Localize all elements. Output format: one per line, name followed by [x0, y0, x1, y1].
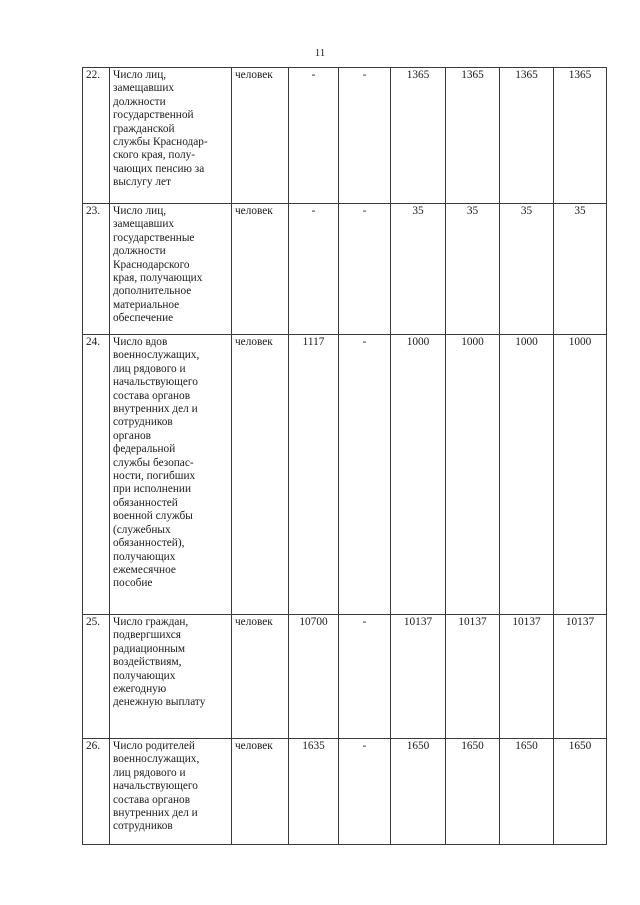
- indicator-name: [110, 739, 232, 845]
- indicator-name-line: гражданской: [113, 122, 175, 135]
- indicator-name-line: начальствующего: [113, 376, 198, 389]
- indicator-name-line: замещавших: [113, 218, 175, 231]
- value-cell: 1000: [446, 335, 500, 615]
- indicator-name-line: лиц рядового и: [113, 362, 186, 375]
- value-cell: 1365: [446, 68, 500, 204]
- value-cell: 35: [500, 204, 554, 335]
- indicator-name-line: внутренних дел и: [113, 807, 198, 820]
- indicator-name-line: должности: [113, 95, 166, 108]
- value-cell: 1650: [391, 739, 446, 845]
- unit-cell: человек: [232, 739, 289, 845]
- value-cell: 1365: [500, 68, 554, 204]
- indicator-name: [110, 335, 232, 615]
- value-cell: 1117: [289, 335, 339, 615]
- unit-cell: человек: [232, 204, 289, 335]
- indicator-name: [110, 68, 232, 204]
- indicator-name-line: Число лиц,: [113, 205, 167, 217]
- indicator-name-line: получающих: [113, 669, 176, 682]
- indicator-name: [110, 204, 232, 335]
- indicator-name-line: денежную выплату: [113, 696, 206, 709]
- value-cell: -: [339, 68, 391, 204]
- indicator-name-line: пособие: [113, 577, 153, 590]
- indicator-name-line: обязанностей: [113, 496, 178, 509]
- indicator-name-line: сотрудников: [113, 416, 173, 429]
- indicator-name-line: выслугу лет: [113, 176, 171, 189]
- indicator-name-line: чающих пенсию за: [113, 162, 205, 175]
- row-number: 24.: [83, 335, 110, 615]
- indicator-name-line: подвергшихся: [113, 629, 181, 642]
- indicator-name-line: должности: [113, 245, 166, 258]
- table-row: [83, 204, 607, 335]
- table-row: [83, 615, 607, 739]
- value-cell: 35: [446, 204, 500, 335]
- indicator-name-line: Число родителей: [113, 740, 195, 752]
- value-cell: 1000: [554, 335, 607, 615]
- indicator-name-line: государственной: [113, 109, 194, 122]
- indicator-name-line: ского края, полу-: [113, 149, 195, 162]
- value-cell: 1000: [500, 335, 554, 615]
- value-cell: -: [339, 204, 391, 335]
- value-cell: 10137: [391, 615, 446, 739]
- indicator-name-line: службы Краснодар-: [113, 136, 208, 149]
- indicator-name-line: Краснодарского: [113, 258, 190, 271]
- value-cell: 35: [554, 204, 607, 335]
- table-row: [83, 739, 607, 845]
- indicator-name-line: военнослужащих,: [113, 753, 200, 766]
- row-number: 22.: [83, 68, 110, 204]
- indicator-name-line: обеспечение: [113, 312, 174, 325]
- indicator-name-line: сотрудников: [113, 820, 173, 833]
- value-cell: 1365: [554, 68, 607, 204]
- row-number: 23.: [83, 204, 110, 335]
- unit-cell: человек: [232, 335, 289, 615]
- value-cell: 35: [391, 204, 446, 335]
- indicator-name-line: ежегодную: [113, 683, 167, 696]
- value-cell: 1650: [500, 739, 554, 845]
- indicator-name-line: Число лиц,: [113, 69, 167, 81]
- indicator-name-line: состава органов: [113, 793, 191, 806]
- indicator-name-line: внутренних дел и: [113, 403, 198, 416]
- indicator-name-line: материальное: [113, 298, 180, 311]
- value-cell: -: [289, 68, 339, 204]
- row-number: 26.: [83, 739, 110, 845]
- indicator-name-line: органов: [113, 429, 151, 442]
- value-cell: 10137: [446, 615, 500, 739]
- indicator-name-line: Число вдов: [113, 336, 168, 348]
- indicator-name-line: замещавших: [113, 82, 175, 95]
- indicator-name-line: военнослужащих,: [113, 349, 200, 362]
- value-cell: -: [339, 615, 391, 739]
- value-cell: -: [339, 335, 391, 615]
- indicator-name-line: ности, погибших: [113, 470, 196, 483]
- value-cell: 1650: [554, 739, 607, 845]
- value-cell: 1000: [391, 335, 446, 615]
- indicator-name-line: воздействиям,: [113, 656, 182, 669]
- unit-cell: человек: [232, 68, 289, 204]
- value-cell: 1635: [289, 739, 339, 845]
- value-cell: -: [339, 739, 391, 845]
- indicator-name-line: Число граждан,: [113, 616, 189, 628]
- table-row: [83, 68, 607, 204]
- page-number: 11: [314, 47, 326, 59]
- indicator-name-line: состава органов: [113, 389, 191, 402]
- indicator-name-line: федеральной: [113, 443, 176, 456]
- indicator-name-line: радиационным: [113, 642, 186, 655]
- indicator-name-line: службы безопас-: [113, 456, 194, 469]
- value-cell: 1650: [446, 739, 500, 845]
- value-cell: 1365: [391, 68, 446, 204]
- value-cell: 10137: [554, 615, 607, 739]
- indicator-name-line: обязанностей),: [113, 537, 185, 550]
- indicator-name-line: начальствующего: [113, 780, 198, 793]
- unit-cell: человек: [232, 615, 289, 739]
- value-cell: 10700: [289, 615, 339, 739]
- indicator-name-line: (служебных: [113, 523, 171, 536]
- indicator-name-line: государственные: [113, 231, 195, 244]
- indicator-name: [110, 615, 232, 739]
- indicator-name-line: при исполнении: [113, 483, 192, 496]
- indicators-table: [82, 67, 607, 845]
- indicator-name-line: лиц рядового и: [113, 766, 186, 779]
- row-number: 25.: [83, 615, 110, 739]
- indicator-name-line: дополнительное: [113, 285, 192, 298]
- indicator-name-line: края, получающих: [113, 272, 203, 285]
- value-cell: -: [289, 204, 339, 335]
- table-row: [83, 335, 607, 615]
- indicator-name-line: ежемесячное: [113, 563, 176, 576]
- indicator-name-line: получающих: [113, 550, 176, 563]
- indicator-name-line: военной службы: [113, 510, 193, 523]
- value-cell: 10137: [500, 615, 554, 739]
